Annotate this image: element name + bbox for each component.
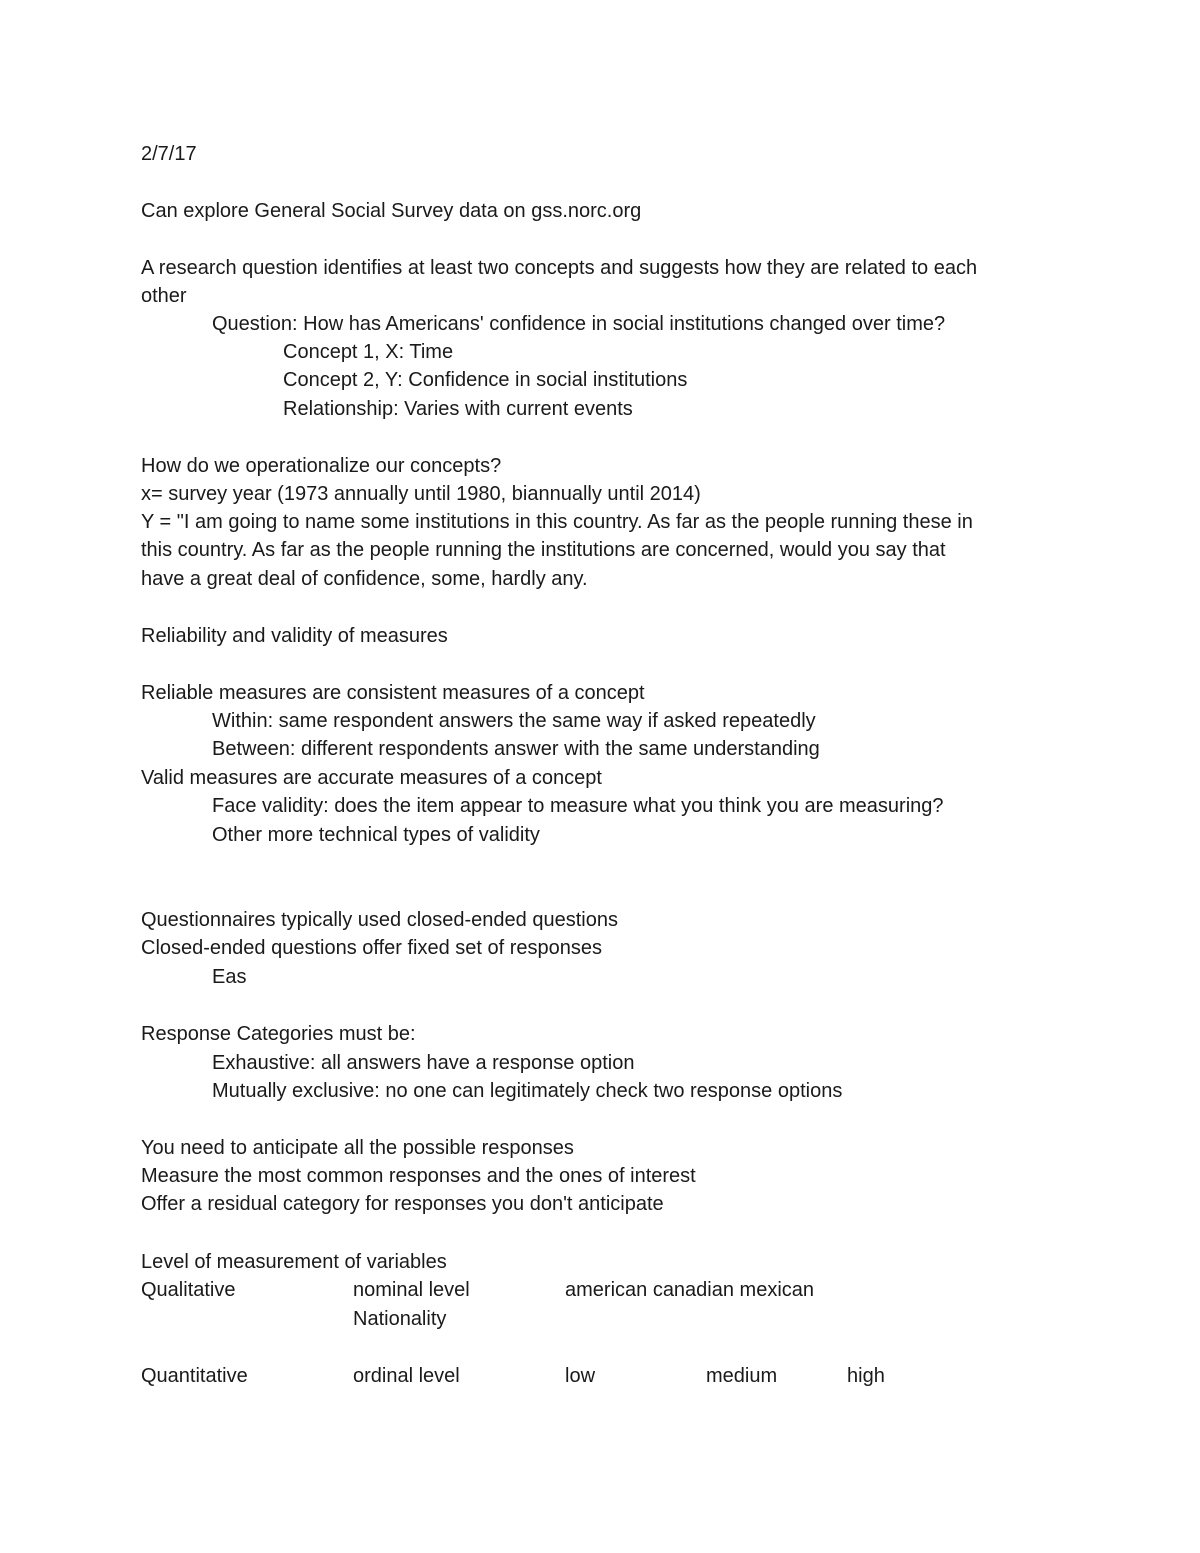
concept-1: Concept 1, X: Time xyxy=(283,341,454,363)
reliable-within: Within: same respondent answers the same way if asked repeatedly xyxy=(212,710,816,732)
other-validity: Other more technical types of validity xyxy=(212,824,540,846)
research-question-definition: A research question identifies at least two concepts and suggests how they are related to each xyxy=(141,257,978,279)
ordinal-example-medium: medium xyxy=(706,1365,778,1387)
response-categories-heading: Response Categories must be: xyxy=(141,1023,416,1045)
measurement-heading: Level of measurement of variables xyxy=(141,1251,447,1273)
operationalize-heading: How do we operationalize our concepts? xyxy=(141,455,502,477)
concept-2: Concept 2, Y: Confidence in social institutions xyxy=(283,369,688,391)
reliability-heading: Reliability and validity of measures xyxy=(141,625,448,647)
ordinal-example-low: low xyxy=(565,1365,596,1387)
date-line: 2/7/17 xyxy=(141,143,197,165)
nominal-examples: american canadian mexican xyxy=(565,1279,815,1301)
common-responses-line: Measure the most common responses and the ones of interest xyxy=(141,1165,696,1187)
closed-ended-sub: Eas xyxy=(212,966,247,988)
example-question: Question: How has Americans' confidence in social institutions changed over time? xyxy=(212,313,946,335)
valid-heading: Valid measures are accurate measures of a concept xyxy=(141,767,602,789)
reliable-heading: Reliable measures are consistent measures of a concept xyxy=(141,682,645,704)
relationship: Relationship: Varies with current events xyxy=(283,398,633,420)
x-definition: x= survey year (1973 annually until 1980, biannually until 2014) xyxy=(141,483,701,505)
closed-ended-line: Closed-ended questions offer fixed set of responses xyxy=(141,937,603,959)
nationality-label: Nationality xyxy=(353,1308,447,1330)
gss-line: Can explore General Social Survey data on gss.norc.org xyxy=(141,200,642,222)
y-definition-cont-1: this country. As far as the people running the institutions are concerned, would you say that xyxy=(141,539,946,561)
ordinal-level: ordinal level xyxy=(353,1365,460,1387)
y-definition: Y = "I am going to name some institutions in this country. As far as the people running these in xyxy=(141,511,973,533)
exhaustive-line: Exhaustive: all answers have a response option xyxy=(212,1052,635,1074)
face-validity: Face validity: does the item appear to measure what you think you are measuring? xyxy=(212,795,944,817)
qualitative-label: Qualitative xyxy=(141,1279,236,1301)
research-question-definition-cont: other xyxy=(141,285,187,307)
mutually-exclusive-line: Mutually exclusive: no one can legitimately check two response options xyxy=(212,1080,843,1102)
nominal-level: nominal level xyxy=(353,1279,470,1301)
questionnaires-line: Questionnaires typically used closed-ended questions xyxy=(141,909,618,931)
y-definition-cont-2: have a great deal of confidence, some, hardly any. xyxy=(141,568,588,590)
reliable-between: Between: different respondents answer with the same understanding xyxy=(212,738,820,760)
residual-category-line: Offer a residual category for responses you don't anticipate xyxy=(141,1193,664,1215)
quantitative-label: Quantitative xyxy=(141,1365,248,1387)
ordinal-example-high: high xyxy=(847,1365,885,1387)
anticipate-line: You need to anticipate all the possible responses xyxy=(141,1137,574,1159)
